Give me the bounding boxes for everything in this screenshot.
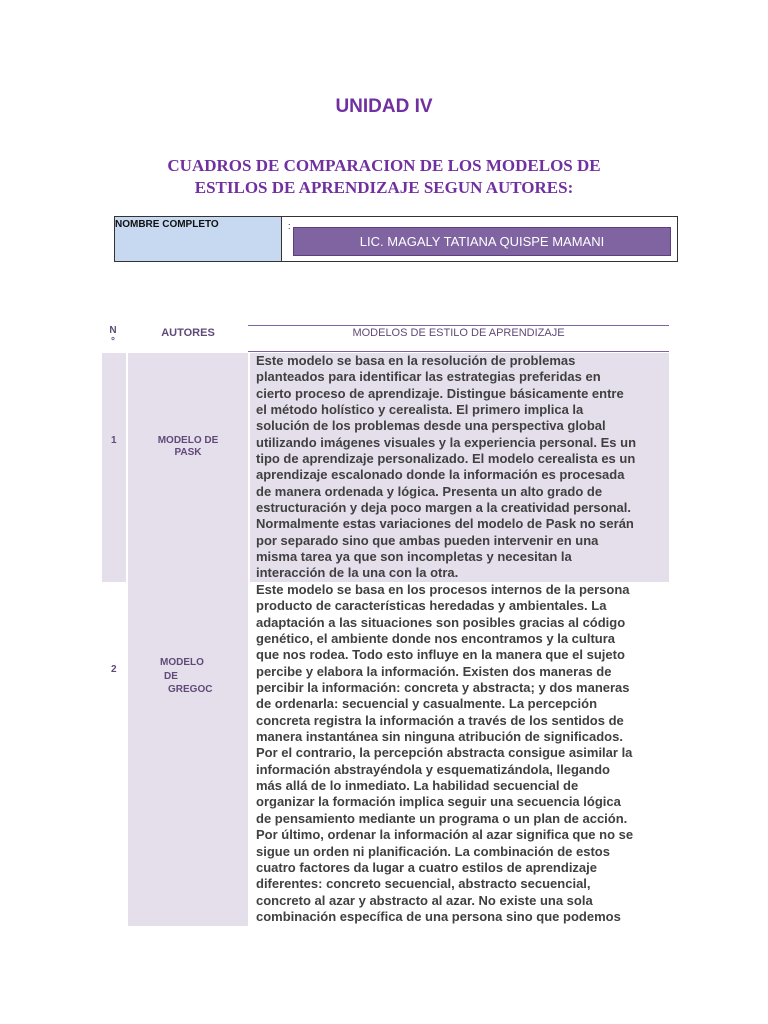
header-models: MODELOS DE ESTILO DE APRENDIZAJE	[248, 325, 669, 352]
description-line: utilizando imágenes visuales y la experiencia personal. Es un	[256, 434, 637, 450]
description-line: planteados para identificar las estrategias preferidas en	[256, 369, 601, 385]
description-line: estructuración y deja poco margen a la creatividad personal.	[256, 500, 631, 516]
description-line: cierto proceso de aprendizaje. Distingue básicamente entre	[256, 385, 624, 401]
description-line: aprendizaje escalonado donde la información es procesada	[256, 467, 625, 483]
description-line: sigue un orden ni planificación. La combinación de estos	[256, 843, 610, 859]
full-name-table	[114, 216, 678, 262]
description-line: que nos rodea. Todo esto influye en la manera que el sujeto	[256, 647, 625, 663]
author-word: DE	[164, 670, 178, 682]
description-line: misma tarea ya que son incompletas y necesitan la	[256, 549, 572, 565]
row-author	[160, 656, 230, 697]
description-line: genético, el ambiente donde nos encontramos y la cultura	[256, 631, 616, 647]
description-line: Normalmente estas variaciones del modelo de Pask no serán	[256, 516, 634, 532]
header-number-part: N	[109, 325, 117, 336]
row-author: MODELO DE PASK	[157, 435, 219, 458]
document-title-line: ESTILOS DE APRENDIZAJE SEGUN AUTORES:	[194, 178, 574, 197]
description-line: Por último, ordenar la información al azar significa que no se	[256, 827, 634, 843]
description-line: de manera ordenada y lógica. Presenta un alto grado de	[256, 483, 603, 499]
unit-title: UNIDAD IV	[335, 96, 433, 117]
row-2-author-cell	[128, 582, 248, 926]
description-line: Este modelo se basa en los procesos internos de la persona	[256, 582, 630, 597]
description-line: de pensamiento mediante un programa o un plan de acción.	[256, 810, 628, 826]
full-name-value: LIC. MAGALY TATIANA QUISPE MAMANI	[293, 227, 671, 256]
description-line: diferentes: concreto secuencial, abstracto secuencial,	[256, 876, 591, 892]
author-word: GREGOC	[168, 684, 213, 695]
header-authors: AUTORES	[161, 327, 215, 339]
document-title-line: CUADROS DE COMPARACION DE LOS MODELOS DE	[167, 156, 601, 175]
row-2-description-cell	[250, 582, 669, 926]
row-number: 1	[111, 435, 117, 446]
description-line: adaptación a las situaciones son posibles gracias al código	[256, 614, 626, 630]
full-name-colon: :	[288, 221, 291, 231]
description-line: por separado sino que ambas pueden intervenir en una	[256, 532, 599, 548]
description-line: información abstrayéndola y esquematizándola, llegando	[256, 761, 610, 777]
row-1-number-cell	[102, 353, 126, 582]
description-line: el método holístico y cerealista. El primero implica la	[256, 402, 584, 418]
description-line: concreto al azar y abstracto al azar. No existe una sola	[256, 892, 593, 908]
description-line: cuatro factores da lugar a cuatro estilos de aprendizaje	[256, 859, 597, 875]
row-1-description-cell	[250, 353, 669, 582]
row-number: 2	[111, 664, 117, 675]
description-line: solución de los problemas desde una perspectiva global	[256, 418, 606, 434]
description-line: manera instantánea sin ninguna atribución de significados.	[256, 729, 623, 745]
full-name-label-cell	[115, 217, 282, 261]
row-1-author-cell	[128, 353, 248, 582]
description-line: percibe y elabora la información. Existen dos maneras de	[256, 663, 612, 679]
description-line: tipo de aprendizaje personalizado. El modelo cerealista es un	[256, 451, 636, 467]
document-title	[0, 155, 768, 199]
row-2-number-cell	[102, 582, 126, 926]
description-line: producto de características heredadas y ambientales. La	[256, 598, 607, 614]
description-line: interacción de la una con la otra.	[256, 565, 459, 581]
description-line: Por el contrario, la percepción abstracta consigue asimilar la	[256, 745, 633, 761]
description-line: percibir la información: concreta y abstracta; y dos maneras	[256, 680, 630, 696]
description-line: de ordenarla: secuencial y casualmente. La percepción	[256, 696, 598, 712]
header-number	[104, 325, 122, 352]
description-line: Este modelo se basa en la resolución de problemas	[256, 353, 576, 368]
full-name-label: NOMBRE COMPLETO	[115, 219, 219, 230]
description-line: más allá de lo inmediato. La habilidad secuencial de	[256, 778, 579, 794]
header-number-part: °	[111, 336, 115, 347]
author-word: MODELO	[160, 657, 204, 668]
description-line: organizar la formación implica seguir una secuencia lógica	[256, 794, 621, 810]
description-line: concreta registra la información a través de los sentidos de	[256, 712, 624, 728]
description-line: combinación específica de una persona sino que podemos	[256, 908, 621, 924]
